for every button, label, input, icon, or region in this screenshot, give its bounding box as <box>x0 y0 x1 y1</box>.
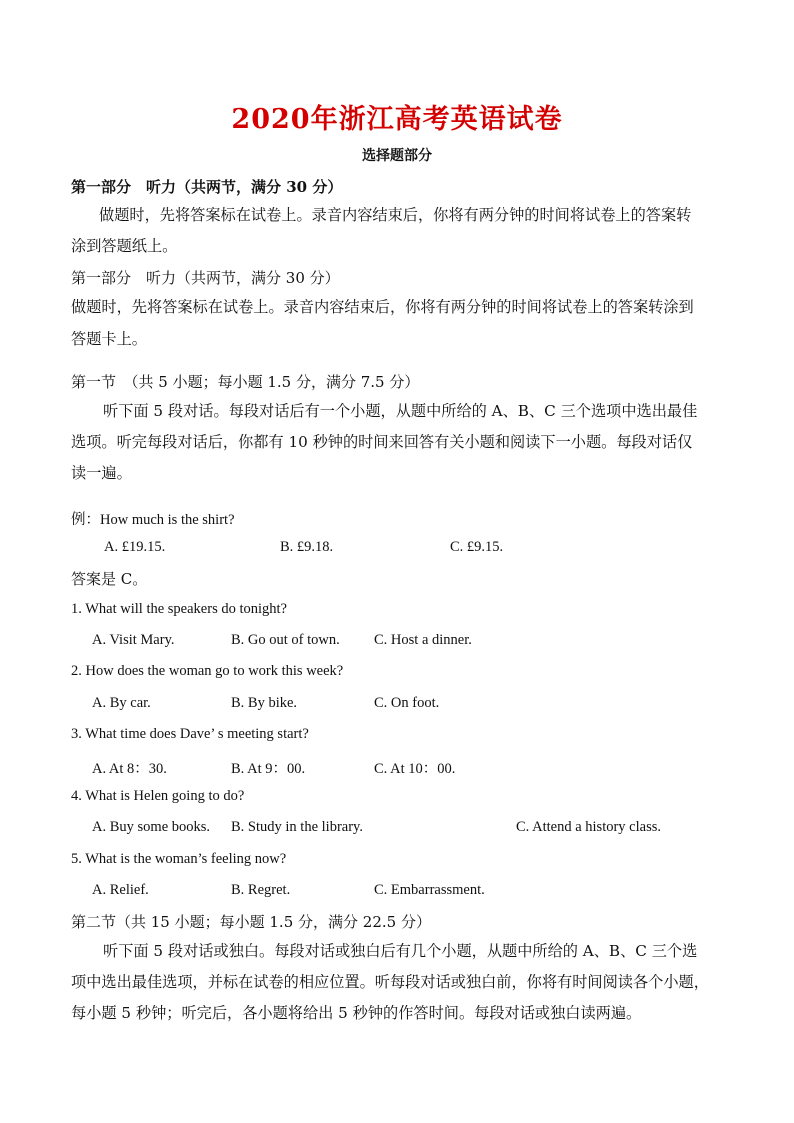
part1b-instruction-line1: 做题时，先将答案标在试卷上。录音内容结束后，你将有两分钟的时间将试卷上的答案转涂到 <box>71 298 694 316</box>
section2-instruction-line1: 听下面 5 段对话或独白。每段对话或独白后有几个小题，从题中所给的 A、B、C 三个选 <box>103 942 698 960</box>
section1-instruction-line3: 读一遍。 <box>71 464 132 482</box>
question-2-option-b: B. By bike. <box>231 695 298 711</box>
question-5: 5. What is the woman’s feeling now? <box>71 851 287 867</box>
part1a-heading: 第一部分 听力（共两节，满分 30 分） <box>71 178 343 196</box>
part1a-instruction-line1: 做题时，先将答案标在试卷上。录音内容结束后，你将有两分钟的时间将试卷上的答案转 <box>99 206 692 224</box>
section2-heading: 第二节（共 15 小题；每小题 1.5 分，满分 22.5 分） <box>71 913 431 931</box>
part1b-instruction-line2: 答题卡上。 <box>71 330 147 348</box>
question-4: 4. What is Helen going to do? <box>71 788 245 804</box>
page-subtitle: 选择题部分 <box>362 148 432 164</box>
question-3-option-b: B. At 9：00. <box>231 761 306 777</box>
question-1-option-c: C. Host a dinner. <box>374 632 472 648</box>
example-question: 例：How much is the shirt? <box>71 512 235 528</box>
question-3-option-a: A. At 8：30. <box>92 761 167 777</box>
question-1-option-a: A. Visit Mary. <box>92 632 175 648</box>
question-3-option-c: C. At 10：00. <box>374 761 456 777</box>
example-option-c: C. £9.15. <box>450 539 504 555</box>
part1a-instruction-line2: 涂到答题纸上。 <box>71 237 178 255</box>
section1-instruction-line2: 选项。听完每段对话后，你都有 10 秒钟的时间来回答有关小题和阅读下一小题。每段对话仅 <box>71 433 693 451</box>
question-5-option-a: A. Relief. <box>92 882 149 898</box>
section2-instruction-line2: 项中选出最佳选项，并标在试卷的相应位置。听每段对话或独白前，你将有时间阅读各个小题， <box>71 973 709 991</box>
example-answer: 答案是 C。 <box>71 570 148 588</box>
question-2-option-c: C. On foot. <box>374 695 440 711</box>
question-4-option-a: A. Buy some books. <box>92 819 211 835</box>
page-title: 2020年浙江高考英语试卷 <box>231 104 563 135</box>
section2-instruction-line3: 每小题 5 秒钟；听完后，各小题将给出 5 秒钟的作答时间。每段对话或独白读两遍。 <box>71 1004 642 1022</box>
question-5-option-c: C. Embarrassment. <box>374 882 485 898</box>
question-5-option-b: B. Regret. <box>231 882 291 898</box>
example-option-b: B. £9.18. <box>280 539 334 555</box>
question-2-option-a: A. By car. <box>92 695 151 711</box>
part1b-heading: 第一部分 听力（共两节，满分 30 分） <box>71 269 340 287</box>
example-option-a: A. £19.15. <box>104 539 166 555</box>
question-4-option-c: C. Attend a history class. <box>516 819 661 835</box>
question-1: 1. What will the speakers do tonight? <box>71 601 287 617</box>
question-3: 3. What time does Dave’ s meeting start? <box>71 726 309 742</box>
section1-heading: 第一节 （共 5 小题；每小题 1.5 分，满分 7.5 分） <box>71 373 420 391</box>
section1-instruction-line1: 听下面 5 段对话。每段对话后有一个小题，从题中所给的 A、B、C 三个选项中选出最佳 <box>103 402 698 420</box>
question-2: 2. How does the woman go to work this week? <box>71 663 344 679</box>
question-4-option-b: B. Study in the library. <box>231 819 363 835</box>
question-1-option-b: B. Go out of town. <box>231 632 340 648</box>
